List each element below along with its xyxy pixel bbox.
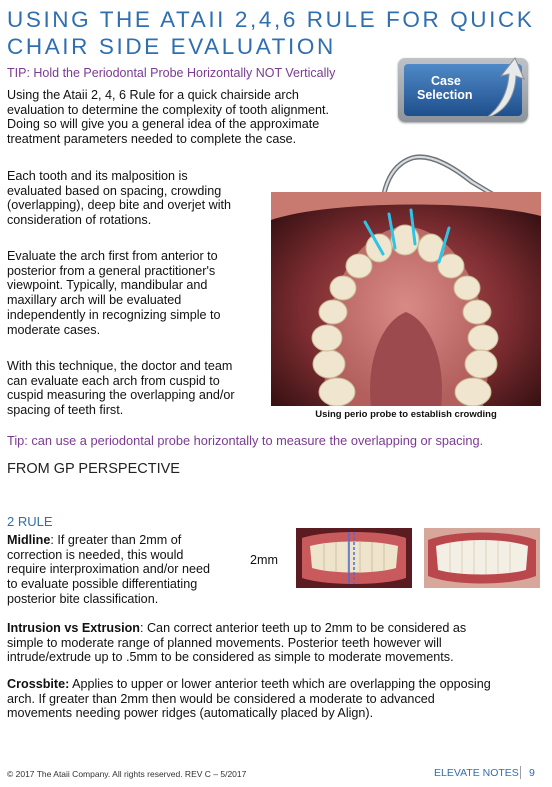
midline-before-photo <box>296 528 412 588</box>
case-selection-label-1: Case <box>431 74 461 88</box>
midline-line: to evaluate possible differentiating <box>7 577 198 592</box>
paragraph-line: With this technique, the doctor and team <box>7 359 233 373</box>
paragraph-line: Evaluate the arch first from anterior to <box>7 249 218 263</box>
intrusion-term: Intrusion vs Extrusion <box>7 621 140 635</box>
crossbite-term: Crossbite: <box>7 677 70 691</box>
intrusion-line <box>7 621 547 636</box>
case-selection-button[interactable] <box>398 58 528 122</box>
paragraph-line: moderate cases. <box>7 322 101 337</box>
page-title-line-1: USING THE ATAII 2,4,6 RULE FOR QUICK <box>7 7 535 32</box>
midline-line: posterior bite classification. <box>7 591 159 606</box>
arch-evaluation-paragraph <box>7 249 269 337</box>
photo-caption: Using perio probe to establish crowding <box>315 409 497 420</box>
intrusion-line: intrude/extrude up to .5mm to be considered as simple to moderate movements. <box>7 650 454 665</box>
footer-divider <box>520 766 521 779</box>
paragraph-line: independently in recognizing simple to <box>7 307 221 322</box>
tip-measure-overlap: Tip: can use a periodontal probe horizontally to measure the overlapping or spacing. <box>7 433 484 448</box>
crossbite-line: arch. If greater than 2mm then would be considered a moderate to advanced <box>7 691 435 706</box>
malposition-paragraph <box>7 169 269 228</box>
two-rule-heading: 2 RULE <box>7 514 53 529</box>
footer-copyright: © 2017 The Ataii Company. All rights reserved. REV C – 5/2017 <box>7 769 247 779</box>
intrusion-line: simple to moderate range of planned movements. Posterior teeth however will <box>7 635 442 650</box>
paragraph-line: viewpoint. Typically, mandibular and <box>7 278 208 293</box>
technique-paragraph <box>7 359 269 418</box>
crossbite-text: Applies to upper or lower anterior teeth which are overlapping the opposing <box>69 677 491 691</box>
footer-brand: ELEVATE NOTES <box>434 767 519 779</box>
intrusion-paragraph <box>7 621 547 665</box>
intro-line: treatment parameters needed to complete the case. <box>7 132 297 147</box>
intro-line: Using the Ataii 2, 4, 6 Rule for a quick chairside arch <box>7 88 299 102</box>
intro-line: Doing so will give you a general idea of the approximate <box>7 117 320 132</box>
case-selection-label-2: Selection <box>417 88 473 102</box>
midline-line: require interproximation and/or need <box>7 562 211 577</box>
paragraph-line: evaluated based on spacing, crowding <box>7 183 222 198</box>
midline-paragraph <box>7 533 247 607</box>
paragraph-line: posterior from a general practitioner's <box>7 263 216 278</box>
paragraph-line: (overlapping), deep bite and overjet with <box>7 198 232 213</box>
paragraph-line: maxillary arch will be evaluated <box>7 293 182 308</box>
intrusion-text: : Can correct anterior teeth up to 2mm to be considered as <box>139 621 467 635</box>
tip-probe-orientation: TIP: Hold the Periodontal Probe Horizontally NOT Vertically <box>7 66 336 80</box>
arrow-up-right-icon <box>482 56 526 122</box>
midline-line: correction is needed, this would <box>7 547 184 562</box>
crossbite-line <box>7 677 547 692</box>
measure-label: 2mm <box>250 553 278 567</box>
midline-term: Midline <box>7 533 51 547</box>
paragraph-line: spacing of teeth first. <box>7 403 124 418</box>
crossbite-paragraph <box>7 677 547 721</box>
page-title <box>7 6 552 60</box>
paragraph-line: Each tooth and its malposition is <box>7 169 188 183</box>
intro-line: evaluation to determine the complexity of tooth alignment. <box>7 102 330 117</box>
midline-line <box>7 533 247 548</box>
crossbite-line: movements needing power ridges (automatically placed by Align). <box>7 706 374 721</box>
gp-perspective-heading: FROM GP PERSPECTIVE <box>7 461 180 477</box>
intro-paragraph <box>7 88 387 147</box>
page-title-line-2: CHAIR SIDE EVALUATION <box>7 34 336 59</box>
midline-after-photo <box>424 528 540 588</box>
midline-text: : If greater than 2mm of <box>50 533 182 547</box>
paragraph-line: can evaluate each arch from cuspid to <box>7 373 220 388</box>
paragraph-line: consideration of rotations. <box>7 213 152 228</box>
paragraph-line: cuspid measuring the overlapping and/or <box>7 388 235 403</box>
maxillary-arch-photo <box>271 192 541 406</box>
page-number: 9 <box>529 767 535 779</box>
